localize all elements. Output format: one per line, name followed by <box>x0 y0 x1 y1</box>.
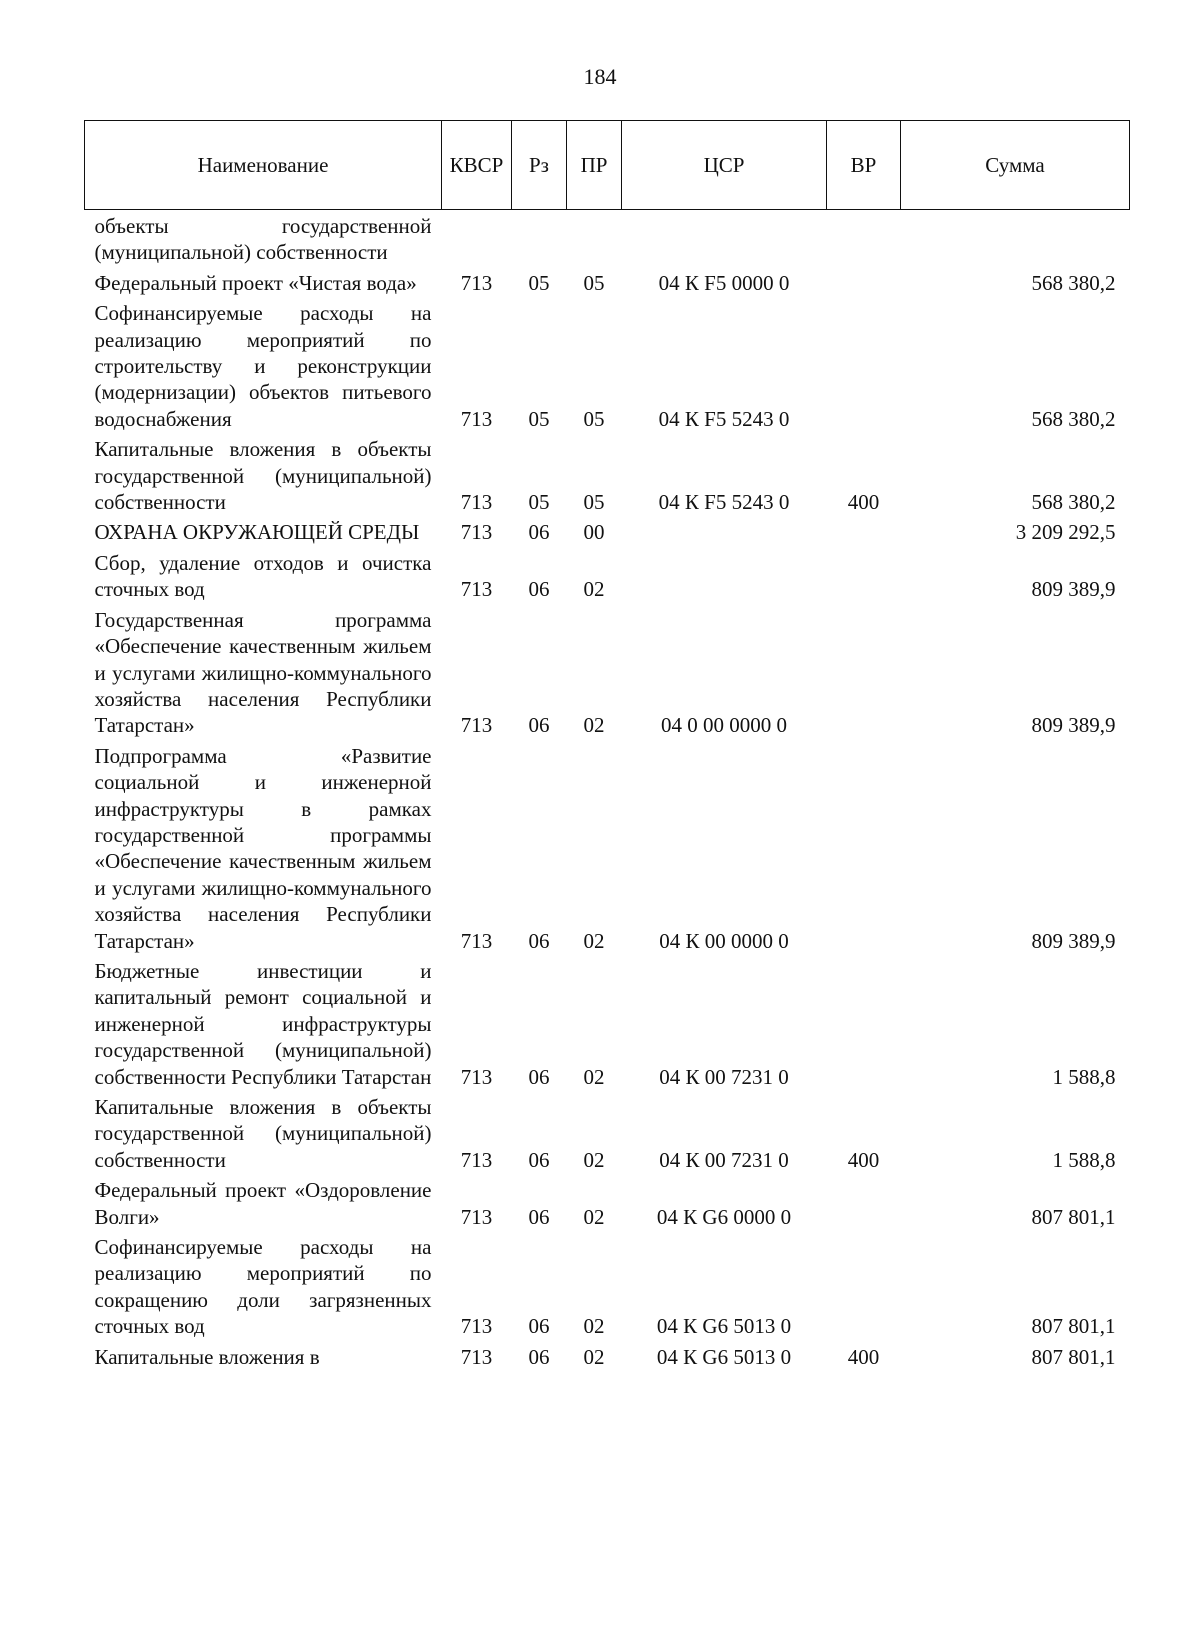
row-vr <box>827 955 901 1091</box>
row-name: ОХРАНА ОКРУЖАЮЩЕЙ СРЕДЫ <box>94 520 420 545</box>
row-sum: 568 380,2 <box>1031 490 1116 515</box>
row-kvsr: 713 <box>460 1344 493 1369</box>
row-sum: 3 209 292,5 <box>1015 520 1116 545</box>
row-kvsr: 713 <box>460 577 493 602</box>
row-pr: 02 <box>583 713 605 738</box>
row-csr: 04 К G6 5013 0 <box>656 1344 792 1369</box>
row-pr: 02 <box>583 1344 605 1369</box>
row-kvsr: 713 <box>460 1314 493 1339</box>
row-rz: 06 <box>528 1204 550 1229</box>
row-vr <box>827 1231 901 1341</box>
row-rz: 05 <box>528 270 550 295</box>
header-sum: Сумма <box>901 121 1130 210</box>
row-vr <box>827 547 901 604</box>
row-sum: 809 389,9 <box>1031 928 1116 953</box>
row-rz <box>512 210 567 267</box>
row-kvsr <box>442 210 512 267</box>
row-kvsr: 713 <box>460 1147 493 1172</box>
row-csr: 04 К 00 0000 0 <box>659 928 789 953</box>
table-row <box>85 604 1130 740</box>
row-kvsr: 713 <box>460 1204 493 1229</box>
row-name: Федеральный проект «Чистая вода» <box>94 270 417 295</box>
row-csr <box>622 210 827 267</box>
row-kvsr: 713 <box>460 270 493 295</box>
table-row <box>85 267 1130 297</box>
row-csr: 04 К 00 7231 0 <box>659 1147 789 1172</box>
table-body <box>85 210 1130 1372</box>
row-vr <box>827 740 901 955</box>
header-vr: ВР <box>827 121 901 210</box>
table-row <box>85 1341 1130 1371</box>
row-name: Софинансируемые расходы на реализацию мероприятий по сокращению доли загрязненных сточных вод <box>94 1235 432 1339</box>
row-kvsr: 713 <box>460 490 493 515</box>
table-row <box>85 210 1130 267</box>
row-pr <box>567 210 622 267</box>
row-sum <box>901 210 1130 267</box>
table-row <box>85 1091 1130 1174</box>
table-row <box>85 433 1130 516</box>
row-sum: 809 389,9 <box>1031 577 1116 602</box>
row-rz: 06 <box>528 577 550 602</box>
row-csr <box>622 547 827 604</box>
row-csr: 04 К F5 0000 0 <box>658 270 790 295</box>
row-vr <box>827 210 901 267</box>
header-pr: ПР <box>567 121 622 210</box>
row-pr: 02 <box>583 928 605 953</box>
row-vr <box>827 1174 901 1231</box>
row-sum: 809 389,9 <box>1031 713 1116 738</box>
row-name: Сбор, удаление отходов и очистка сточных вод <box>94 550 432 602</box>
row-sum: 807 801,1 <box>1031 1344 1116 1369</box>
table-row <box>85 1231 1130 1341</box>
row-name: Капитальные вложения в объекты государственной (муниципальной) собственности <box>94 437 432 515</box>
row-rz: 06 <box>528 1064 550 1089</box>
row-kvsr: 713 <box>460 928 493 953</box>
table-row <box>85 955 1130 1091</box>
row-name: объекты государственной (муниципальной) собственности <box>94 214 432 265</box>
row-rz: 06 <box>528 1147 550 1172</box>
row-rz: 06 <box>528 928 550 953</box>
row-csr: 04 0 00 0000 0 <box>661 713 787 738</box>
row-csr: 04 К G6 5013 0 <box>656 1314 792 1339</box>
header-kvsr: КВСР <box>442 121 512 210</box>
row-csr: 04 К F5 5243 0 <box>658 406 790 431</box>
header-csr: ЦСР <box>622 121 827 210</box>
row-name: Бюджетные инвестиции и капитальный ремонт социальной и инженерной инфраструктуры государственной (муниципальной) собственности Республики Татарстан <box>94 958 432 1089</box>
row-pr: 02 <box>583 1204 605 1229</box>
row-kvsr: 713 <box>460 713 493 738</box>
row-csr: 04 К 00 7231 0 <box>659 1064 789 1089</box>
row-rz: 06 <box>528 713 550 738</box>
row-csr: 04 К F5 5243 0 <box>658 490 790 515</box>
row-pr: 00 <box>583 520 605 545</box>
row-name: Капитальные вложения в объекты государственной (муниципальной) собственности <box>94 1095 432 1172</box>
row-sum: 807 801,1 <box>1031 1314 1116 1339</box>
row-pr: 05 <box>583 270 605 295</box>
header-rz: Рз <box>512 121 567 210</box>
row-vr <box>827 516 901 546</box>
row-sum: 1 588,8 <box>1052 1147 1116 1172</box>
row-name: Государственная программа «Обеспечение качественным жильем и услугами жилищно-коммунального хозяйства населения Республики Татарстан» <box>94 607 432 738</box>
row-name: Софинансируемые расходы на реализацию мероприятий по строительству и реконструкции (модернизации) объектов питьевого водоснабжения <box>94 301 432 431</box>
row-name: Федеральный проект «Оздоровление Волги» <box>94 1178 432 1229</box>
header-name: Наименование <box>85 121 442 210</box>
page-number: 184 <box>583 64 617 89</box>
row-rz: 06 <box>528 520 550 545</box>
row-vr: 400 <box>847 1344 880 1369</box>
row-rz: 05 <box>528 490 550 515</box>
row-rz: 06 <box>528 1344 550 1369</box>
row-kvsr: 713 <box>460 1064 493 1089</box>
row-vr <box>827 267 901 297</box>
row-vr: 400 <box>847 1147 880 1172</box>
row-vr <box>827 604 901 740</box>
row-pr: 02 <box>583 1064 605 1089</box>
table-row <box>85 740 1130 955</box>
row-pr: 02 <box>583 1314 605 1339</box>
table-row <box>85 297 1130 433</box>
table-row <box>85 547 1130 604</box>
row-rz: 06 <box>528 1314 550 1339</box>
row-kvsr: 713 <box>460 406 493 431</box>
table-row <box>85 516 1130 546</box>
row-vr: 400 <box>847 490 880 515</box>
row-name: Подпрограмма «Развитие социальной и инженерной инфраструктуры в рамках государственной программы «Обеспечение качественным жильем и услугами жилищно-коммунального хозяйства населения Республики Татарстан» <box>94 743 432 953</box>
table-row <box>85 1174 1130 1231</box>
row-sum: 568 380,2 <box>1031 406 1116 431</box>
budget-table <box>84 120 1130 1371</box>
row-kvsr: 713 <box>460 520 493 545</box>
row-name: Капитальные вложения в <box>94 1344 320 1369</box>
row-pr: 05 <box>583 490 605 515</box>
row-csr: 04 К G6 0000 0 <box>656 1204 792 1229</box>
row-vr <box>827 297 901 433</box>
row-rz: 05 <box>528 406 550 431</box>
row-sum: 1 588,8 <box>1052 1064 1116 1089</box>
row-sum: 568 380,2 <box>1031 270 1116 295</box>
row-pr: 02 <box>583 577 605 602</box>
row-pr: 02 <box>583 1147 605 1172</box>
row-pr: 05 <box>583 406 605 431</box>
table-header-row <box>85 121 1130 210</box>
row-sum: 807 801,1 <box>1031 1204 1116 1229</box>
row-csr <box>622 516 827 546</box>
